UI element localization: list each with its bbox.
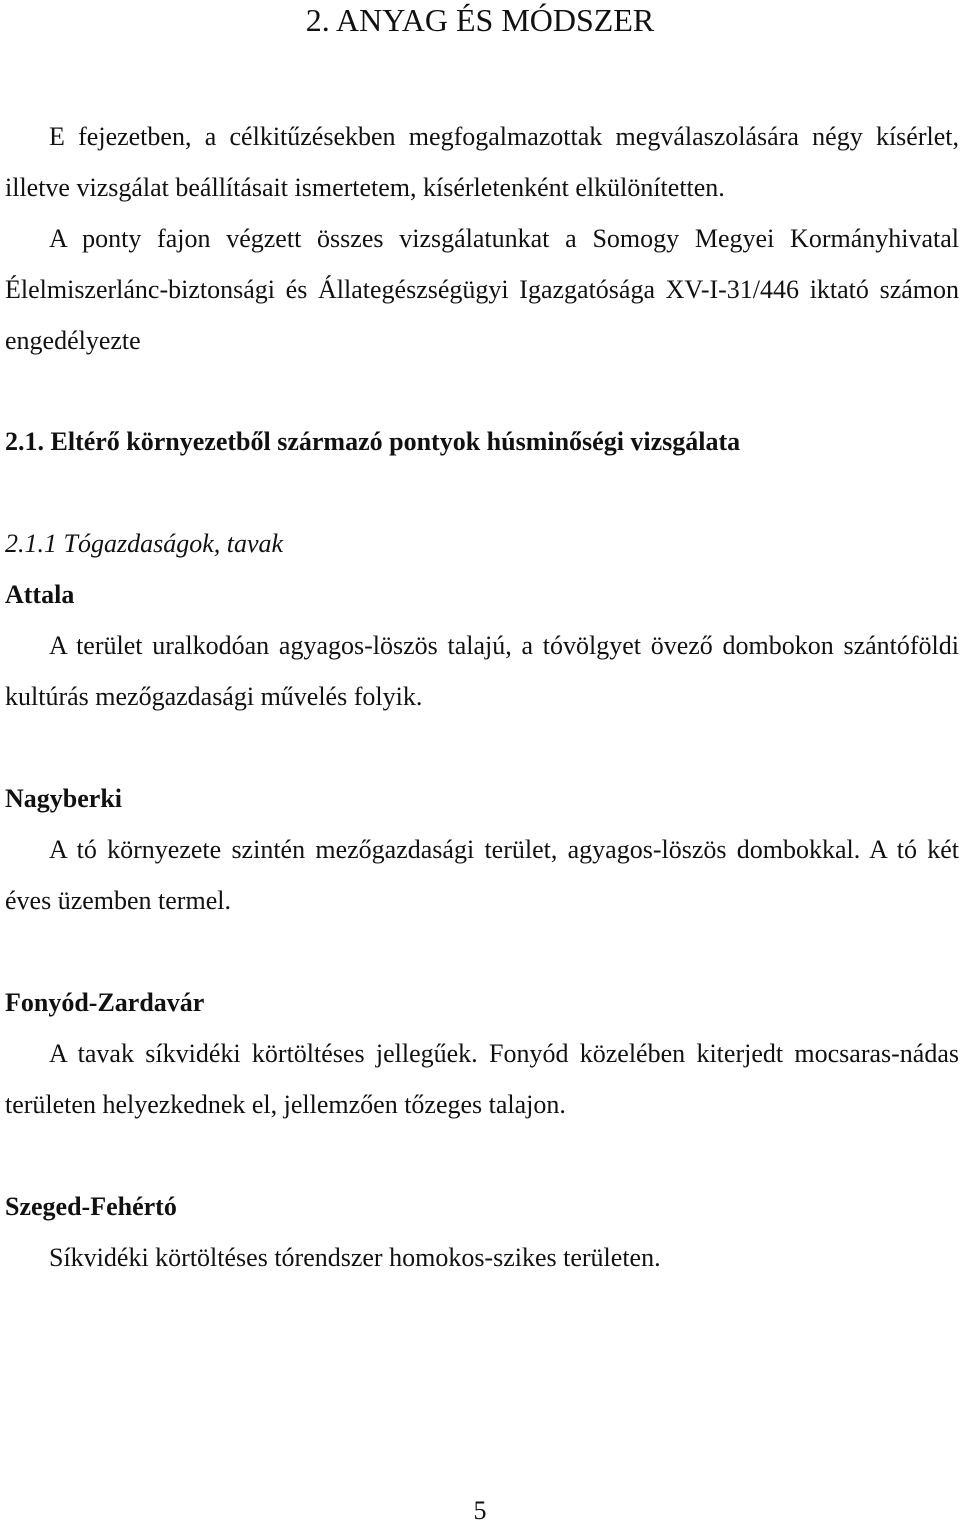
chapter-title: 2. ANYAG ÉS MÓDSZER bbox=[305, 2, 655, 38]
site-name-szeged-fehertó: Szeged-Fehértó bbox=[5, 1192, 177, 1221]
permit-paragraph: A ponty fajon végzett összes vizsgálatunkat a Somogy Megyei Kormányhivatal Élelmiszerlánc-biztonsági és Állategészségügyi Igazgatósága XV-I-31/446 iktató számon engedélyezte bbox=[5, 224, 959, 355]
section-heading: 2.1. Eltérő környezetből származó pontyok húsminőségi vizsgálata bbox=[5, 427, 741, 456]
intro-paragraph: E fejezetben, a célkitűzésekben megfogalmazottak megválaszolására négy kísérlet, illetve vizsgálat beállításait ismertetem, kísérletenként elkülönítetten. bbox=[5, 122, 959, 202]
site-name-fonyod-zardavar: Fonyód-Zardavár bbox=[5, 988, 205, 1017]
site-name-attala: Attala bbox=[5, 580, 75, 609]
subsection-heading: 2.1.1 Tógazdaságok, tavak bbox=[5, 529, 284, 558]
site-description-fonyod-zardavar: A tavak síkvidéki körtöltéses jellegűek. Fonyód közelében kiterjedt mocsaras-nádas területen helyezkednek el, jellemzően tőzeges talajon. bbox=[5, 1039, 959, 1119]
site-description-attala: A terület uralkodóan agyagos-löszös talajú, a tóvölgyet övező dombokon szántóföldi kultúrás mezőgazdasági művelés folyik. bbox=[5, 631, 959, 711]
site-description-nagyberki: A tó környezete szintén mezőgazdasági terület, agyagos-löszös dombokkal. A tó két éves üzemben termel. bbox=[5, 835, 959, 915]
page-number: 5 bbox=[473, 1496, 487, 1525]
site-description-szeged-feherto: Síkvidéki körtöltéses tórendszer homokos-szikes területen. bbox=[49, 1243, 661, 1272]
site-name-nagyberki: Nagyberki bbox=[5, 784, 122, 813]
